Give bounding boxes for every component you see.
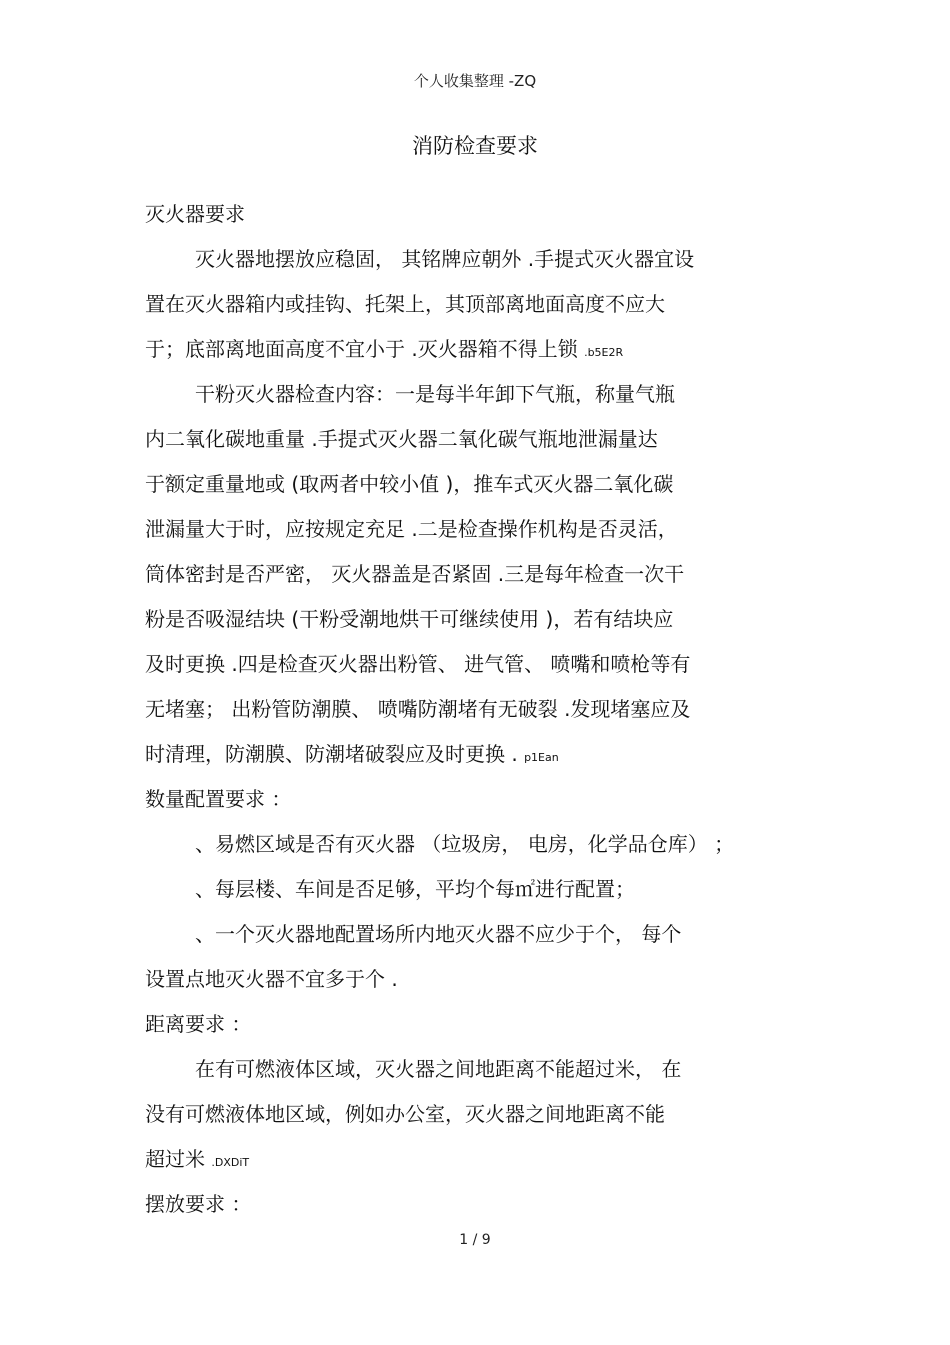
body-line bbox=[145, 470, 673, 498]
body-line-text: 、易燃区域是否有灭火器 （垃圾房， 电房，化学品仓库） ； bbox=[195, 832, 735, 856]
body-line-text: 灭火器地摆放应稳固， 其铭牌应朝外 .手提式灭火器宜设 bbox=[195, 247, 695, 271]
watermark-code: p1Ean bbox=[524, 751, 559, 764]
watermark-code: .DXDiT bbox=[211, 1156, 250, 1169]
body-line-text: 及时更换 .四是检查灭火器出粉管、 进气管、 喷嘴和喷枪等有 bbox=[145, 652, 691, 676]
body-line bbox=[195, 380, 675, 408]
body-line-text: 没有可燃液体地区域，例如办公室，灭火器之间地距离不能 bbox=[145, 1102, 665, 1126]
body-line-text: 在有可燃液体区域，灭火器之间地距离不能超过米， 在 bbox=[195, 1057, 682, 1081]
body-line bbox=[145, 650, 690, 678]
body-line bbox=[145, 1010, 251, 1038]
body-line bbox=[145, 1100, 665, 1128]
body-line bbox=[145, 1190, 251, 1218]
body-line-text: 时清理，防潮膜、防潮堵破裂应及时更换 . bbox=[145, 742, 525, 766]
body-line-text: 距离要求 ： bbox=[145, 1012, 252, 1036]
body-line-text: 于；底部离地面高度不宜小于 .灭火器箱不得上锁 bbox=[145, 337, 585, 361]
body-line bbox=[145, 200, 245, 228]
body-line bbox=[145, 335, 623, 367]
page-number: 1 / 9 bbox=[459, 1232, 491, 1248]
body-line-text: 粉是否吸湿结块 (干粉受潮地烘干可继续使用 )，若有结块应 bbox=[145, 607, 674, 631]
body-line bbox=[145, 425, 658, 453]
body-line-text: 无堵塞； 出粉管防潮膜、 喷嘴防潮堵有无破裂 .发现堵塞应及 bbox=[145, 697, 691, 721]
body-line bbox=[145, 515, 678, 543]
body-line-text: 干粉灭火器检查内容：一是每半年卸下气瓶，称量气瓶 bbox=[195, 382, 675, 406]
document-title: 消防检查要求 bbox=[412, 134, 538, 158]
body-line-text: 泄漏量大于时，应按规定充足 .二是检查操作机构是否灵活， bbox=[145, 517, 678, 541]
body-line bbox=[145, 785, 291, 813]
body-line-text: 筒体密封是否严密， 灭火器盖是否紧固 .三是每年检查一次干 bbox=[145, 562, 685, 586]
body-line-text: 于额定重量地或 (取两者中较小值 )，推车式灭火器二氧化碳 bbox=[145, 472, 674, 496]
body-line bbox=[195, 875, 635, 903]
body-line-text: 内二氧化碳地重量 .手提式灭火器二氧化碳气瓶地泄漏量达 bbox=[145, 427, 658, 451]
page-header: 个人收集整理 -ZQ bbox=[413, 72, 537, 90]
body-line bbox=[195, 245, 694, 273]
watermark-code: .b5E2R bbox=[584, 346, 624, 359]
body-line bbox=[145, 605, 673, 633]
body-line bbox=[145, 695, 690, 723]
body-line bbox=[145, 1145, 249, 1177]
body-line-text: 设置点地灭火器不宜多于个 . bbox=[145, 967, 398, 991]
body-line-text: 、一个灭火器地配置场所内地灭火器不应少于个， 每个 bbox=[195, 922, 682, 946]
body-line bbox=[145, 965, 398, 993]
body-line-text: 灭火器要求 bbox=[145, 202, 245, 226]
body-line bbox=[145, 740, 559, 772]
body-line-text: 摆放要求 ： bbox=[145, 1192, 252, 1216]
body-line bbox=[195, 830, 734, 858]
body-line-text: 、每层楼、车间是否足够，平均个每㎡进行配置； bbox=[195, 877, 635, 901]
body-line-text: 置在灭火器箱内或挂钩、托架上，其顶部离地面高度不应大 bbox=[145, 292, 665, 316]
body-line bbox=[195, 1055, 681, 1083]
body-line bbox=[145, 560, 684, 588]
body-line bbox=[145, 290, 665, 318]
body-line bbox=[195, 920, 681, 948]
body-line-text: 数量配置要求 ： bbox=[145, 787, 292, 811]
body-line-text: 超过米 bbox=[145, 1147, 212, 1171]
